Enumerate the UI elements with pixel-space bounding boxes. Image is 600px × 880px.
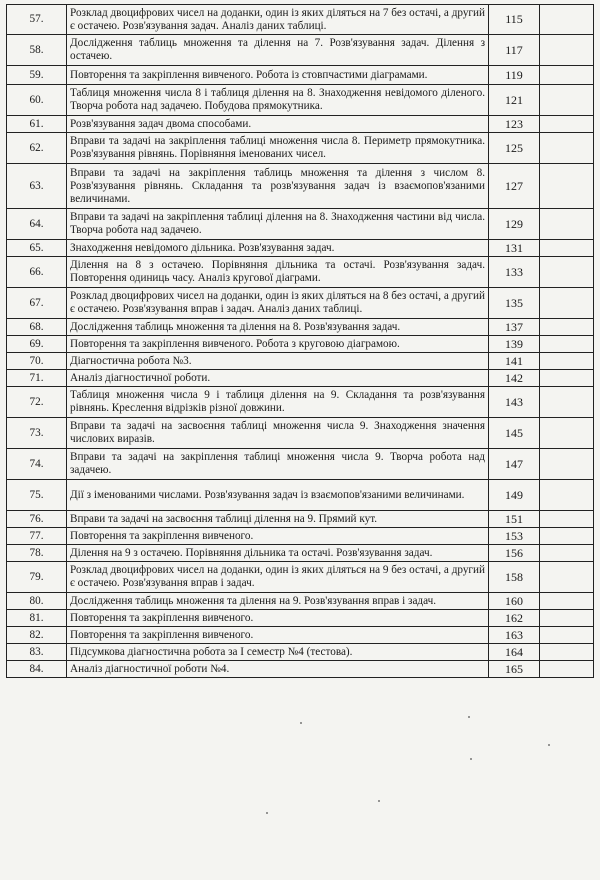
table-row [7,5,594,35]
lesson-number: 84. [7,661,67,678]
notes-cell [540,480,594,511]
lesson-topic: Аналіз діагностичної роботи. [67,370,489,387]
lesson-topic: Ділення на 8 з остачею. Порівняння дільника та остачі. Розв'язування задач. Повторення одиниць часу. Аналіз кругової діаграми. [67,257,489,288]
table-row [7,610,594,627]
table-row [7,545,594,562]
page-number: 143 [489,387,540,418]
lesson-number: 76. [7,511,67,528]
page-number: 127 [489,164,540,209]
notes-cell [540,387,594,418]
lesson-topic: Вправи та задачі на закріплення таблиці множення числа 9. Творча робота над задачею. [67,449,489,480]
page-number: 139 [489,336,540,353]
notes-cell [540,511,594,528]
lesson-number: 60. [7,85,67,116]
table-row [7,644,594,661]
page-number: 151 [489,511,540,528]
table-row [7,449,594,480]
notes-cell [540,528,594,545]
page-number: 145 [489,418,540,449]
lesson-topic: Дії з іменованими числами. Розв'язування задач із взаємопов'язаними величинами. [67,480,489,511]
notes-cell [540,336,594,353]
notes-cell [540,240,594,257]
page-number: 142 [489,370,540,387]
lesson-topic: Вправи та задачі на закріплення таблиці множення числа 8. Периметр прямокутника. Розв'язування рівнянь. Порівняння іменованих чисел. [67,133,489,164]
table-row [7,661,594,678]
lesson-topic: Повторення та закріплення вивченого. Робота з круговою діаграмою. [67,336,489,353]
lesson-number: 59. [7,66,67,85]
table-row [7,336,594,353]
table-row [7,593,594,610]
lesson-topic: Розклад двоцифрових чисел на доданки, один із яких діляться на 9 без остачі, а другий є остачею. Розв'язування вправ і задач. [67,562,489,593]
table-row [7,511,594,528]
lesson-number: 81. [7,610,67,627]
table-row [7,480,594,511]
page-number: 117 [489,35,540,66]
lesson-number: 67. [7,288,67,319]
notes-cell [540,562,594,593]
lesson-topic: Повторення та закріплення вивченого. [67,627,489,644]
lesson-number: 64. [7,209,67,240]
lesson-topic: Вправи та задачі на засвоєння таблиці ділення на 9. Прямий кут. [67,511,489,528]
page-number: 165 [489,661,540,678]
notes-cell [540,319,594,336]
table-row [7,387,594,418]
lesson-number: 61. [7,116,67,133]
page-number: 156 [489,545,540,562]
lesson-topic: Повторення та закріплення вивченого. [67,528,489,545]
page-number: 133 [489,257,540,288]
notes-cell [540,209,594,240]
table-row [7,164,594,209]
page-number: 123 [489,116,540,133]
lesson-number: 65. [7,240,67,257]
page-number: 137 [489,319,540,336]
page-number: 149 [489,480,540,511]
lesson-topic: Таблиця множення числа 9 і таблиця ділення на 9. Складання та розв'язування рівнянь. Креслення відрізків різної довжини. [67,387,489,418]
notes-cell [540,35,594,66]
notes-cell [540,545,594,562]
lesson-number: 66. [7,257,67,288]
notes-cell [540,353,594,370]
page-number: 131 [489,240,540,257]
notes-cell [540,66,594,85]
page-number: 135 [489,288,540,319]
contents-table [6,4,594,678]
page-number: 160 [489,593,540,610]
lesson-number: 69. [7,336,67,353]
lesson-number: 63. [7,164,67,209]
table-row [7,133,594,164]
lesson-number: 58. [7,35,67,66]
lesson-topic: Вправи та задачі на закріплення таблиці ділення на 8. Знаходження частини від числа. Творча робота над задачею. [67,209,489,240]
lesson-number: 72. [7,387,67,418]
lesson-topic: Розв'язування задач двома способами. [67,116,489,133]
lesson-topic: Діагностична робота №3. [67,353,489,370]
notes-cell [540,661,594,678]
lesson-topic: Вправи та задачі на закріплення таблиць множення та ділення з числом 8. Розв'язування рівнянь. Складання та розв'язування задач із взаємопов'язаними величинами. [67,164,489,209]
notes-cell [540,257,594,288]
table-row [7,528,594,545]
lesson-number: 57. [7,5,67,35]
lesson-topic: Повторення та закріплення вивченого. Робота із стовпчастими діаграмами. [67,66,489,85]
notes-cell [540,288,594,319]
page-number: 141 [489,353,540,370]
lesson-number: 71. [7,370,67,387]
table-row [7,85,594,116]
table-row [7,209,594,240]
notes-cell [540,164,594,209]
lesson-number: 82. [7,627,67,644]
table-row [7,627,594,644]
notes-cell [540,644,594,661]
lesson-topic: Аналіз діагностичної роботи №4. [67,661,489,678]
page-number: 158 [489,562,540,593]
lesson-number: 75. [7,480,67,511]
notes-cell [540,593,594,610]
lesson-topic: Знаходження невідомого дільника. Розв'язування задач. [67,240,489,257]
notes-cell [540,116,594,133]
table-row [7,353,594,370]
page-number: 162 [489,610,540,627]
lesson-topic: Повторення та закріплення вивченого. [67,610,489,627]
lesson-topic: Розклад двоцифрових чисел на доданки, один із яких діляться на 7 без остачі, а другий є остачею. Розв'язування задач. Аналіз даних таблиці. [67,5,489,35]
notes-cell [540,418,594,449]
notes-cell [540,449,594,480]
page-number: 115 [489,5,540,35]
lesson-topic: Вправи та задачі на засвоєння таблиці множення числа 9. Знаходження значення числових виразів. [67,418,489,449]
page-number: 147 [489,449,540,480]
lesson-topic: Дослідження таблиць множення та ділення на 7. Розв'язування задач. Ділення з остачею. [67,35,489,66]
page-number: 125 [489,133,540,164]
notes-cell [540,370,594,387]
page-number: 129 [489,209,540,240]
notes-cell [540,133,594,164]
table-row [7,288,594,319]
lesson-number: 77. [7,528,67,545]
notes-cell [540,610,594,627]
lesson-topic: Розклад двоцифрових чисел на доданки, один із яких діляться на 8 без остачі, а другий є остачею. Розв'язування вправ і задач. Аналіз даних таблиці. [67,288,489,319]
lesson-topic: Підсумкова діагностична робота за I семестр №4 (тестова). [67,644,489,661]
lesson-number: 74. [7,449,67,480]
page-number: 153 [489,528,540,545]
lesson-number: 70. [7,353,67,370]
lesson-number: 80. [7,593,67,610]
table-row [7,35,594,66]
lesson-number: 68. [7,319,67,336]
contents-table-body [7,5,594,678]
table-row [7,319,594,336]
table-row [7,562,594,593]
page-number: 163 [489,627,540,644]
table-row [7,66,594,85]
table-row [7,257,594,288]
table-row [7,418,594,449]
lesson-number: 78. [7,545,67,562]
table-row [7,240,594,257]
page-number: 121 [489,85,540,116]
lesson-number: 73. [7,418,67,449]
table-row [7,370,594,387]
notes-cell [540,627,594,644]
page-number: 164 [489,644,540,661]
notes-cell [540,85,594,116]
table-row [7,116,594,133]
notes-cell [540,5,594,35]
lesson-topic: Таблиця множення числа 8 і таблиця ділення на 8. Знаходження невідомого діленого. Творча робота над задачею. Побудова прямокутника. [67,85,489,116]
lesson-topic: Дослідження таблиць множення та ділення на 9. Розв'язування вправ і задач. [67,593,489,610]
lesson-topic: Дослідження таблиць множення та ділення на 8. Розв'язування задач. [67,319,489,336]
lesson-number: 62. [7,133,67,164]
lesson-topic: Ділення на 9 з остачею. Порівняння дільника та остачі. Розв'язування задач. [67,545,489,562]
lesson-number: 79. [7,562,67,593]
page-number: 119 [489,66,540,85]
lesson-number: 83. [7,644,67,661]
